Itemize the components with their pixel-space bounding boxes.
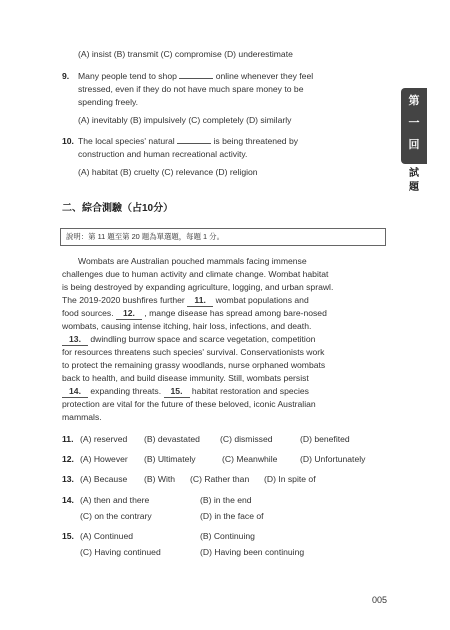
question-10-stem-pre: The local species' natural [78,136,175,146]
answer-15-number: 15. [62,531,74,541]
answer-13-option-b: (B) With [144,474,176,484]
question-9-stem-line-2: stressed, even if they do not have much spare money to be [78,84,304,94]
passage-line-9: to protect the remaining grassy woodlands, nurse orphaned wombats [62,360,326,370]
side-tab-char-2: 一 [408,117,420,129]
section-heading: 二、綜合測驗（占10分） [62,203,174,214]
answer-13-option-d: (D) In spite of [264,474,316,484]
side-label-char-1: 試 [409,168,419,179]
page-number: 005 [372,595,388,605]
question-10-blank [177,135,211,144]
passage-line-4-post: wombat populations and [215,295,309,305]
answer-12-option-d: (D) Unfortunately [300,454,366,464]
passage-line-2: challenges due to human activity and climate change. Wombat habitat [62,269,329,279]
instruction-text: 說明：第 11 題至第 20 題為單選題，每題 1 分。 [66,232,224,241]
answer-14-option-c: (C) on the contrary [80,511,152,521]
answer-11-option-a: (A) reserved [80,434,128,444]
answer-15-option-b: (B) Continuing [200,531,255,541]
answer-14-option-d: (D) in the face of [200,511,264,521]
passage-line-8: for resources threatens such species' survival. Conservationists work [62,347,325,357]
answer-14-option-a: (A) then and there [80,495,150,505]
answer-14-option-b: (B) in the end [200,495,252,505]
answer-11-option-b: (B) devastated [144,434,200,444]
passage-line-5-post: , mange disease has spread among bare-nosed [144,308,327,318]
question-9-number: 9. [62,71,70,81]
answer-12-option-b: (B) Ultimately [144,454,196,464]
question-9-stem-line-1 [78,70,313,82]
answer-13-number: 13. [62,474,74,484]
passage-line-13: mammals. [62,412,102,422]
question-10-stem-post: is being threatened by [213,136,299,146]
blank-15: 15. [164,385,190,398]
answer-13-option-c: (C) Rather than [190,474,250,484]
passage-line-6: wombats, causing intense itching, hair loss, infections, and death. [62,321,312,331]
side-tab-char-1: 第 [408,95,420,107]
passage-line-5 [62,307,327,320]
answer-15-option-d: (D) Having been continuing [200,547,305,557]
blank-11: 11. [187,294,213,307]
question-10-stem-line-1 [78,135,298,147]
passage-line-4 [62,294,309,307]
passage-line-7 [62,333,315,346]
answer-12-option-c: (C) Meanwhile [222,454,278,464]
question-8-options: (A) insist (B) transmit (C) compromise (D) underestimate [78,49,293,59]
answer-11-option-d: (D) benefited [300,434,350,444]
blank-12: 12. [116,307,142,320]
passage-line-1: Wombats are Australian pouched mammals facing immense [78,256,307,266]
side-label-char-2: 題 [409,182,419,193]
question-9-stem-line-3: spending freely. [78,97,139,107]
answer-13-option-a: (A) Because [80,474,128,484]
answer-12-option-a: (A) However [80,454,128,464]
question-9-options: (A) inevitably (B) impulsively (C) completely (D) similarly [78,115,292,125]
answer-15-option-a: (A) Continued [80,531,134,541]
answer-11-option-c: (C) dismissed [220,434,273,444]
passage-line-12: protection are vital for the future of these beloved, iconic Australian [62,399,316,409]
question-10-number: 10. [62,136,74,146]
question-10-stem-line-2: construction and human recreational activity. [78,149,248,159]
passage-line-11 [62,385,309,398]
answer-15-option-c: (C) Having continued [80,547,161,557]
question-10-options: (A) habitat (B) cruelty (C) relevance (D) religion [78,167,258,177]
passage-line-10: back to health, and build disease immunity. Still, wombats persist [62,373,309,383]
blank-13: 13. [62,333,88,346]
passage-line-4-pre: The 2019-2020 bushfires further [62,295,185,305]
passage-line-11-mid: expanding threats. [90,386,162,396]
passage-line-11-post: habitat restoration and species [191,386,309,396]
answer-12-number: 12. [62,454,74,464]
question-9-stem-pre: Many people tend to shop [78,71,177,81]
answer-11-number: 11. [62,434,74,444]
question-9-stem-post: online whenever they feel [215,71,314,81]
passage-line-7-post: dwindling burrow space and scarce vegetation, competition [90,334,316,344]
blank-14: 14. [62,385,88,398]
answer-14-number: 14. [62,495,74,505]
side-tab-char-3: 回 [408,139,420,151]
passage-line-3: is being destroyed by expanding agriculture, logging, and urban sprawl. [62,282,334,292]
passage-line-5-pre: food sources. [62,308,114,318]
question-9-blank [179,70,213,79]
